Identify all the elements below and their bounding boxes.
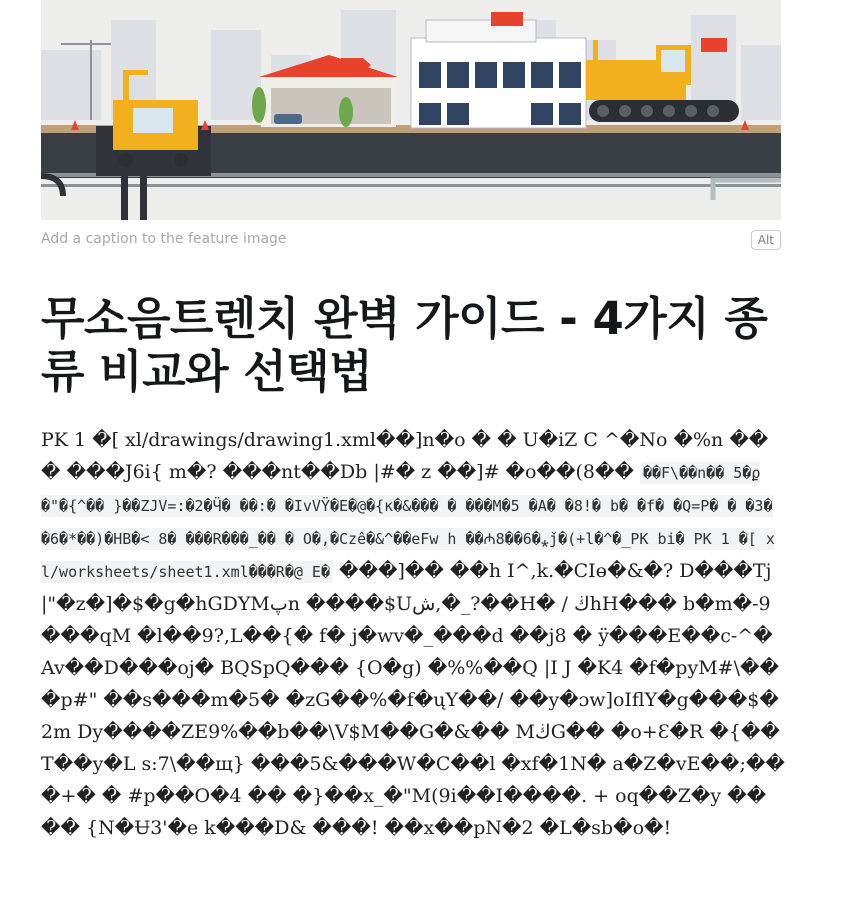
inline-code: ��F\��n�� 5�ϼ�"�{^�� }��ZJV=:�2�Ӵ� ��:� �IvVŸ�E�@�{ĸ�&��� � ���M�5 �A� �8!� b� �f� �Q=P� � �3� �6�*��)�HB�< 8� ���R���_�� � O�,�Czê�&^��eFw h ��₼8��6�⁎ǰ�(+l�^�_PK bi� PK 1 �[ xl/worksheets/sheet1.xml���R�@ E�: [41, 464, 775, 581]
post-title[interactable]: 무소음트렌치 완벽 가이드 - 4가지 종류 비교와 선택법: [41, 292, 768, 398]
feature-caption-row: [41, 229, 781, 251]
feature-image[interactable]: [41, 0, 781, 220]
construction-illustration: [41, 0, 781, 220]
post-body[interactable]: [41, 424, 786, 897]
alt-text-button[interactable]: Alt: [751, 230, 781, 250]
body-text: ���]�� ��h I^,k.�CIɵ�&�? D���Tj|"�z�]�$�g�hGDYMپn ����$Uش,�_?��H� / ڬhH��� b�m�-9 ���qM �l��9?,L��{� f� j�wv�_���d ��j8 � ÿ���E��c-^�Av��D���oj� BQSpQ��� {O�g) �%%��Q |I J �K4 �f�pyM#\���p#" ��s���m�5� �zG��%�f�ųY��/ ��y�ɔw]oIflY�g���$�2m Dy����ZE9%��b��\V$M��G�&�� MڬG�� �o+Ɛ�R �{��T��y�L s:7\��щ} ���5&���W�C��l �xf�1N� a�Z�vE��;���+� � #p��O�4 �� �}��x_�"M(9i��I����. + oq��Z�y �� �� {N�Ʉ3'�e k���D& ���! ��x��pN�2 �L�sb�o�!: [41, 560, 785, 839]
caption-input[interactable]: Add a caption to the feature image: [41, 231, 287, 247]
body-text: PK 1 �[ xl/drawings/drawing1.xml��]n�o � � U�iZ C ^�No �%n ��� ���J6i{ m�? ���nt��Db |#� z ��]# �o��(8��: [41, 429, 769, 483]
